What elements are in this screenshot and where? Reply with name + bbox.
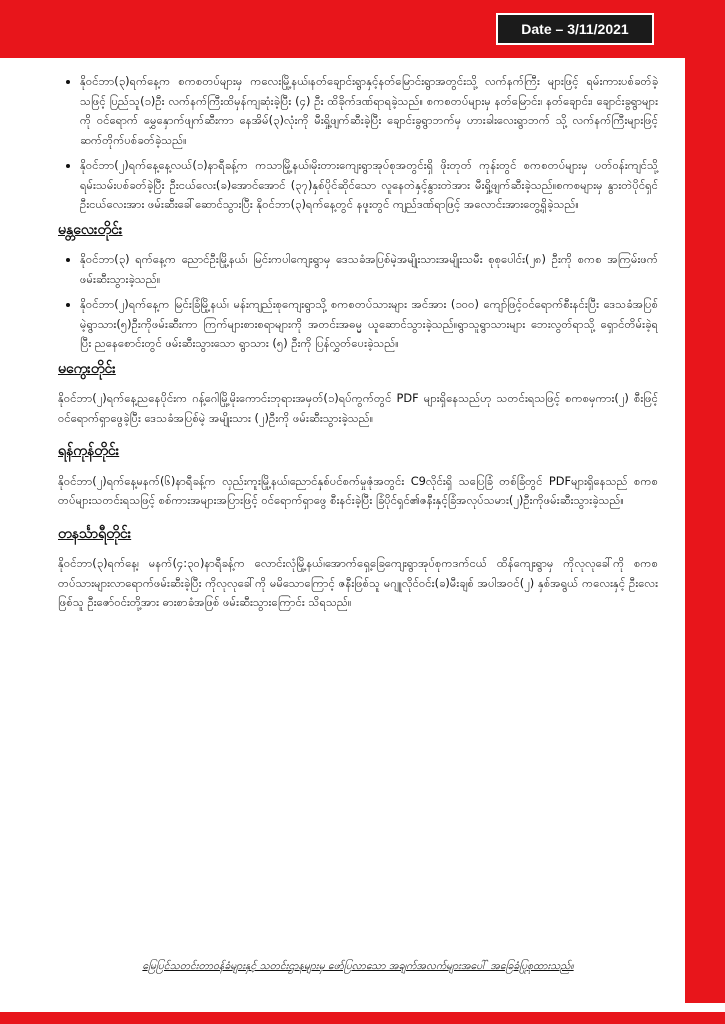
source-note: မြေပြင်သတင်းတာဝန်ခံများနှင့် သတင်းဌာနများမှ ဖော်ပြလာသော အချက်အလက်များအပေါ် အခြေခံပြုစုထားသည်။ [142,960,574,972]
section-mandalay [58,221,658,354]
list-item: • နိုဝင်ဘာ(၃) ရက်နေ့က ညောင်ဦးမြို့နယ်၊ မြင်းကပါကျေးရွာမှ ဒေသခံအပြစ်မဲ့အမျိုးသားအမျိုးသမီး စုစုပေါင်း(၂၈) ဦးကို စကစ အကြမ်းဖက်ဖမ်းဆီးသွားခဲ့သည်။ [80,250,658,289]
report-body [58,72,658,627]
section-title: တနင်္သာရီတိုင်း [58,525,132,542]
section-magway [58,360,658,429]
bullet-list [58,72,658,215]
right-accent-band [685,58,725,1003]
list-item: • နိုဝင်ဘာ(၂)ရက်နေ့နေ့လယ်(၁)နာရီခန့်က ကသာမြို့နယ်၊မိုးတားကျေးရွာအုပ်စုအတွင်းရှိ ဖိုးတုတ် ကုန်းတွင် စကစတပ်များမှ ပတ်ဝန်းကျင်သို့ ရမ်းသမ်းပစ်ခတ်ခဲ့ပြီး ဦးငယ်လေး(ခ)အောင်အောင် (၃၇)နှစ်ပိုင်ဆိုင်သော လူနေတဲနှင့်နွားတဲအား မီးရှို့ဖျက်ဆီးခဲ့သည်။စကစများမှ နွားတဲပိုင်ရှင် ဦးငယ်လေးအား ဖမ်းဆီးခေါ်ဆောင်သွားပြီး နိုဝင်ဘာ(၃)ရက်နေ့တွင် နဖူးတွင် ကျည်ဒဏ်ရာဖြင့် အလောင်းအားတွေ့ရှိခဲ့သည်။ [80,156,658,215]
bottom-banner [0,1012,725,1024]
section-title: ရန်ကုန်တိုင်း [58,443,120,459]
section-tanintharyi [58,525,658,613]
section-paragraph: နိုဝင်ဘာ(၂)ရက်နေ့ညနေပိုင်းက ဂန့်ဂေါမြို့မိုးကောင်းဘုရားအမှတ်(၁)ရပ်ကွက်တွင် PDF များရှိနေသည်ဟု သတင်းရသဖြင့် စကစမှကား(၂) စီးဖြင့် ဝင်ရောက်ရှာဖွေခဲ့ပြီး ဒေသခံအပြစ်မဲ့ အမျိုးသား (၂)ဦးကို ဖမ်းဆီးသွားခဲ့သည်။ [58,391,658,425]
section-intro [58,72,658,215]
section-title: မန္တလေးတိုင်း [58,221,123,238]
section-paragraph: နိုဝင်ဘာ(၃)ရက်နေ့၊ မနက်(၄:၃၀)နာရီခန့်က လောင်းလုံမြို့နယ်၊အောက်ရှေ့ခြေကျေးရွာအုပ်စုကဒက်ငယ် ထိန်ကျေးရွာမှ ကိုလုလုခေါ်ကို စကစတပ်သားများလာရောက်ဖမ်းဆီးခဲ့ပြီး ကိုလုလုခေါ်ကို မမိသောကြောင့် ဇနီးဖြစ်သူ မဂျူလိုင်ဝင်း(ခ)မီးချစ် အပါအဝင်(၂) နှစ်အရွယ် ကလေးနှင့် ဦးလေးဖြစ်သူ ဦးဇော်ဝင်းတို့အား ဓားစာခံအဖြစ် ဖမ်းဆီးသွားကြောင်း သိရသည်။ [58,556,658,609]
section-paragraph: နိုဝင်ဘာ(၂)ရက်နေ့မနက်(၆)နာရီခန့်က လှည်းကူးမြို့နယ်၊ညောင်နှစ်ပင်စက်မှုဇုံအတွင်း C9လိုင်းရှိ သပြေခြံ တစ်ခြံတွင် PDFများရှိနေသည် စကစတပ်များသတင်းရသဖြင့် စစ်ကားအများအပြားဖြင့် ဝင်ရောက်ရှာဖွေ စီးနင်းခဲ့ပြီး ခြံပိုင်ရှင်၏ဇနီးနှင့်ခြံအလုပ်သမား(၂)ဦးကိုဖမ်းဆီးသွားခဲ့သည်။ [58,473,658,507]
section-yangon [58,442,658,511]
bullet-list [58,250,658,354]
list-item: • နိုဝင်ဘာ(၂)ရက်နေ့က မြင်းခြံမြို့နယ်၊ မန်းကျည်းစုကျေးရွာသို့ စကစတပ်သားများ အင်အား (၁၀၀) ကျော်ဖြင့်ဝင်ရောက်စီးနင်းပြီး ဒေသခံအပြစ်မဲ့ရွာသား(၅)ဦးကိုဖမ်းဆီးကာ ကြက်များစားစရာများကို အတင်းအဓမ္မ ယူဆောင်သွားခဲ့သည်။ရွာသူရွာသားများ ဘေးလွတ်ရာသို့ ရှောင်တိမ်းခဲ့ရပြီး ညနေစောင်းတွင် ဖမ်းဆီးသွားသော ရွာသား (၅) ဦးကို ပြန်လွှတ်ပေးခဲ့သည်။ [80,295,658,354]
list-item: • နိုဝင်ဘာ(၃)ရက်နေ့က စကစတပ်များမှ ကလေးမြို့နယ်၊နတ်ချောင်းရွာနှင့်နတ်မြောင်းရွာအတွင်းသို့ လက်နက်ကြီး များဖြင့် ရမ်းကားပစ်ခတ်ခဲ့သဖြင့် ပြည်သူ(၁)ဦး လက်နက်ကြီးထိမှန်ကျဆုံးခဲ့ပြီး (၄) ဦး ထိခိုက်ဒဏ်ရာရခဲ့သည်။ စကစတပ်များမှ နတ်မြောင်း၊ နတ်ချောင်း၊ ချောင်းခွရွာများကို ဝင်ရောက် မွှေနှောက်ဖျက်ဆီးကာ နေအိမ်(၃)လုံးကို မီးရှို့ဖျက်ဆီးခဲ့ပြီး ချောင်းခွရွာဘက်မှ ဟားခါးလေးရွာဘက် သို့ လက်နက်ကြီးများဖြင့် ဆက်တိုက်ပစ်ခတ်ခဲ့သည်။ [80,72,658,150]
top-banner [0,0,725,58]
date-label: Date – 3/11/2021 [496,13,654,45]
section-title: မကွေးတိုင်း [58,360,116,377]
